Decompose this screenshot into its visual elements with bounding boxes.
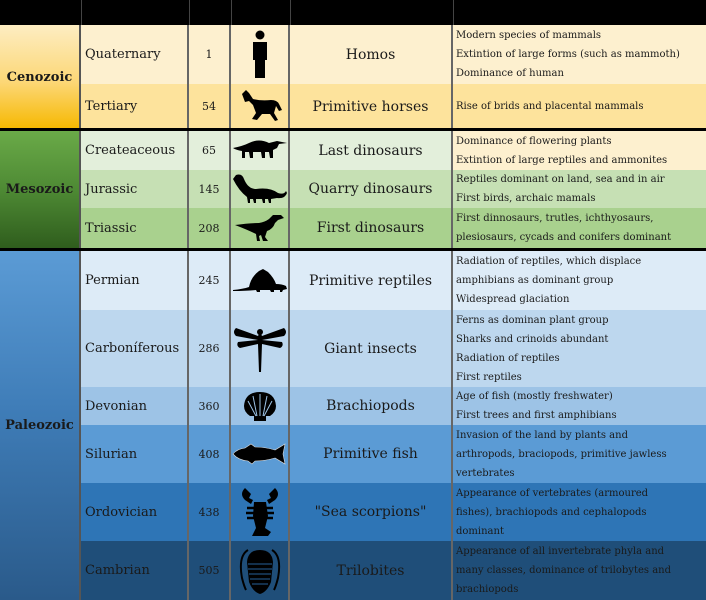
- sea-scorpion-icon: [231, 483, 290, 541]
- period-mya: 208: [189, 208, 231, 248]
- table-row: [81, 425, 706, 483]
- description: [453, 425, 706, 483]
- description-line: Invasion of the land by plants and: [456, 429, 628, 441]
- description: [453, 483, 706, 541]
- table-header-bar: [0, 0, 706, 25]
- fish-icon: [231, 425, 290, 483]
- table-row: [81, 170, 706, 208]
- period-name: Jurassic: [81, 170, 189, 208]
- description-line: First trees and first amphibians: [456, 410, 617, 421]
- description-line: plesiosaurs, cycads and conifers dominant: [456, 232, 672, 243]
- period-mya: 245: [189, 251, 231, 310]
- period-name: Devonian: [81, 387, 189, 425]
- description-line: Radiation of reptiles, which displace: [456, 256, 642, 267]
- era-cenozoic: [0, 25, 81, 129]
- era-label: Cenozoic: [6, 69, 73, 85]
- description: [453, 84, 706, 129]
- horse-icon: [231, 84, 290, 129]
- dragonfly-icon: [231, 310, 290, 387]
- description-line: First birds, archaic mamals: [456, 193, 596, 204]
- table-row: [81, 208, 706, 248]
- description-line: Age of fish (mostly freshwater): [456, 391, 613, 402]
- description-line: brachiopods: [456, 584, 519, 595]
- description-line: Ferns as dominan plant group: [456, 314, 609, 326]
- period-name: Createaceous: [81, 131, 189, 170]
- period-mya: 360: [189, 387, 231, 425]
- table-row: [81, 541, 706, 600]
- fauna-label: Primitive horses: [290, 84, 453, 129]
- table-row: [81, 84, 706, 129]
- fauna-label: Giant insects: [290, 310, 453, 387]
- table-row: [81, 483, 706, 541]
- era-label: Paleozoic: [5, 418, 74, 433]
- description-line: amphibians as dominant group: [456, 275, 614, 286]
- period-name: Cambrian: [81, 541, 189, 600]
- description-line: Dominance of human: [456, 68, 564, 79]
- era-paleozoic: [0, 251, 81, 600]
- period-mya: 65: [189, 131, 231, 170]
- fauna-label: Brachiopods: [290, 387, 453, 425]
- header-separator: [453, 0, 454, 25]
- description-line: Rise of brids and placental mammals: [456, 101, 644, 112]
- header-separator: [81, 0, 82, 25]
- period-mya: 505: [189, 541, 231, 600]
- table-row: [81, 310, 706, 387]
- description: [453, 251, 706, 310]
- description-line: fishes), brachiopods and cephalopods: [456, 506, 647, 518]
- fauna-label: Last dinosaurs: [290, 131, 453, 170]
- period-mya: 1: [189, 25, 231, 84]
- description-line: Extintion of large forms (such as mammoth): [456, 49, 680, 60]
- fauna-label: "Sea scorpions": [290, 483, 453, 541]
- description-line: Reptiles dominant on land, sea and in air: [456, 174, 665, 185]
- table-row: [81, 251, 706, 310]
- header-separator: [231, 0, 232, 25]
- description-line: Radiation of reptiles: [456, 352, 560, 364]
- description-line: dominant: [456, 525, 504, 537]
- trilobite-icon: [231, 541, 290, 600]
- description-line: Modern species of mammals: [456, 30, 602, 41]
- sauropod-icon: [231, 170, 290, 208]
- description-line: Widespread glaciation: [456, 294, 570, 305]
- raptor-icon: [231, 208, 290, 248]
- shell-icon: [231, 387, 290, 425]
- description: [453, 208, 706, 248]
- period-name: Carboníferous: [81, 310, 189, 387]
- human-icon: [231, 25, 290, 84]
- fauna-label: Primitive reptiles: [290, 251, 453, 310]
- table-row: [81, 387, 706, 425]
- period-mya: 438: [189, 483, 231, 541]
- description-line: Appearance of all invertebrate phyla and: [456, 546, 665, 557]
- period-mya: 408: [189, 425, 231, 483]
- description-line: arthropods, braciopods, primitive jawless: [456, 448, 667, 460]
- description: [453, 170, 706, 208]
- description: [453, 25, 706, 84]
- description-line: Extintion of large reptiles and ammonites: [456, 154, 668, 166]
- fauna-label: Trilobites: [290, 541, 453, 600]
- fauna-label: Quarry dinosaurs: [290, 170, 453, 208]
- description-line: many classes, dominance of trilobytes and: [456, 565, 672, 576]
- period-name: Quaternary: [81, 25, 189, 84]
- description: [453, 387, 706, 425]
- table-row: [81, 131, 706, 170]
- period-name: Ordovician: [81, 483, 189, 541]
- period-name: Permian: [81, 251, 189, 310]
- triceratops-icon: [231, 131, 290, 170]
- description-line: Dominance of flowering plants: [456, 135, 612, 147]
- fauna-label: First dinosaurs: [290, 208, 453, 248]
- period-mya: 54: [189, 84, 231, 129]
- fauna-label: Primitive fish: [290, 425, 453, 483]
- table-row: [81, 25, 706, 84]
- period-name: Tertiary: [81, 84, 189, 129]
- header-separator: [290, 0, 291, 25]
- header-separator: [189, 0, 190, 25]
- description: [453, 131, 706, 170]
- description-line: First reptiles: [456, 371, 522, 383]
- description-line: Appearance of vertebrates (armoured: [456, 487, 649, 499]
- era-mesozoic: [0, 131, 81, 248]
- description-line: First dinnosaurs, trutles, ichthyosaurs,: [456, 213, 654, 224]
- dimetrodon-icon: [231, 251, 290, 310]
- description-line: vertebrates: [456, 467, 515, 479]
- period-mya: 145: [189, 170, 231, 208]
- era-label: Mesozoic: [5, 182, 74, 197]
- description: [453, 310, 706, 387]
- period-name: Triassic: [81, 208, 189, 248]
- period-mya: 286: [189, 310, 231, 387]
- period-name: Silurian: [81, 425, 189, 483]
- description-line: Sharks and crinoids abundant: [456, 333, 609, 345]
- description: [453, 541, 706, 600]
- fauna-label: Homos: [290, 25, 453, 84]
